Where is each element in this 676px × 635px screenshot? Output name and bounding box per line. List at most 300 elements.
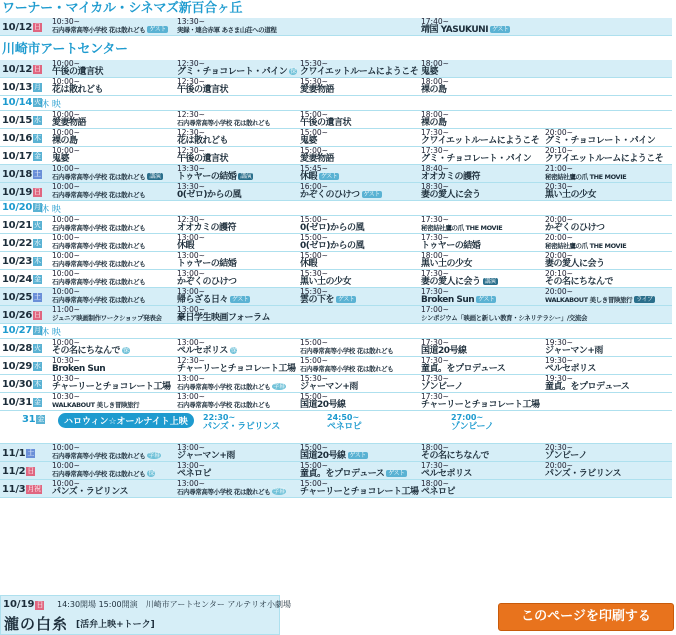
screening-title[interactable] [52,242,175,251]
screening-slot[interactable] [545,252,670,269]
screening-slot[interactable] [421,78,670,95]
screening-time: 15:00~ [300,444,328,452]
screening-slot[interactable] [177,234,298,251]
screening-title-text: かぞくのひけつ [177,277,237,287]
screening-slot[interactable] [177,480,298,497]
screening-slot[interactable] [300,165,419,182]
screening-title[interactable] [177,365,298,374]
row-dow: 月 [34,83,41,91]
screening-title[interactable] [52,137,175,146]
screening-slot[interactable] [52,462,175,479]
screening-title[interactable] [177,260,298,269]
venue-heading: ワーナー・マイカル・シネマズ新百合ヶ丘 [2,1,243,16]
screening-title[interactable] [300,278,419,287]
screening-title[interactable] [52,155,175,164]
screening-slot[interactable] [545,216,670,233]
screening-title[interactable] [300,296,419,305]
screening-time: 15:30~ [300,78,328,86]
schedule-row [0,147,672,165]
screening-slot[interactable] [52,165,175,182]
screening-slot[interactable] [421,462,543,479]
screening-slot[interactable] [300,444,419,461]
screening-title[interactable] [421,242,543,251]
screening-slot[interactable] [545,357,670,374]
screening-title[interactable] [545,296,670,305]
schedule-row [0,18,672,36]
screening-slot[interactable] [52,480,175,497]
screening-title-text: ペルセポリス [177,346,228,356]
screening-title[interactable] [421,173,543,182]
screening-title[interactable] [421,296,543,305]
screening-title[interactable] [52,224,175,233]
screening-time: 10:30~ [52,375,80,383]
screening-title[interactable] [300,383,419,392]
screening-time: 10:00~ [52,252,80,260]
screening-title[interactable] [300,260,419,269]
screening-title[interactable] [177,347,298,356]
screening-title[interactable] [52,119,175,128]
screening-title[interactable] [177,86,298,95]
screening-title[interactable] [52,68,175,77]
row-dow: 日 [27,467,35,475]
screening-slot[interactable] [300,393,419,410]
screening-title[interactable] [300,173,419,182]
row-date [2,64,42,75]
screening-title[interactable] [177,137,298,146]
screening-slot[interactable] [300,129,419,146]
screening-title[interactable] [421,68,670,77]
screening-slot[interactable] [545,183,670,200]
screening-time: 13:30~ [177,18,205,26]
screening-title[interactable] [177,278,298,287]
row-date-text: 10/19 [2,187,32,198]
screening-slot[interactable] [421,216,543,233]
screening-slot[interactable] [545,375,670,392]
screening-slot[interactable] [52,111,175,128]
screening-title-text: パンズ・ラビリンス [545,469,621,479]
screening-slot[interactable] [300,462,419,479]
screening-slot[interactable] [52,129,175,146]
screening-time: 13:00~ [177,375,205,383]
screening-title-text: WALKABOUT 美しき冒険旅行 [545,296,633,304]
screening-title[interactable] [421,452,543,461]
screening-slot[interactable] [545,234,670,251]
screening-title[interactable]: ゾンビーノ [451,422,494,432]
row-date-text: 11/3 [2,484,26,495]
screening-title-text: 鬼婆 [52,154,70,164]
screening-title-text: 愛妻物語 [52,118,87,128]
screening-title[interactable] [177,224,298,233]
screening-title[interactable] [52,488,175,497]
screening-slot[interactable] [177,129,298,146]
screening-title[interactable] [177,470,298,479]
screening-slot[interactable] [177,462,298,479]
screening-slot[interactable] [52,357,175,374]
screening-title[interactable] [52,347,175,356]
screening-time: 15:00~ [300,129,328,137]
screening-title-text: 石内尋常高等小学校 花は散れども [177,401,271,409]
screening-title[interactable] [52,86,175,95]
screening-slot[interactable] [545,288,670,305]
screening-title[interactable] [52,383,175,392]
screening-title[interactable] [421,260,543,269]
screening-time: 10:00~ [52,234,80,242]
screening-title[interactable] [177,191,298,200]
row-date [2,325,42,336]
screening-title-text: ジャーマン+雨 [177,451,235,461]
screening-slot[interactable] [52,339,175,356]
screening-slot[interactable] [52,375,175,392]
schedule-row [0,306,672,324]
screening-title-text: Broken Sun [421,295,475,305]
screening-title-text: 花は散れども [52,85,104,95]
screening-title[interactable] [421,383,543,392]
screening-title[interactable] [52,314,175,323]
screening-time: 15:00~ [300,357,328,365]
screening-title[interactable] [300,470,419,479]
screening-slot[interactable] [300,216,419,233]
screening-title[interactable] [52,278,175,287]
screening-title-text: かぞくのひけつ [545,223,605,233]
screening-title[interactable] [421,137,543,146]
screening-slot[interactable] [300,111,419,128]
screening-slot[interactable] [177,147,298,164]
screening-title[interactable] [177,173,298,182]
halloween-label: ハロウィン☆オールナイト上映 [58,413,194,428]
screening-title[interactable] [545,191,670,200]
screening-title[interactable] [52,452,175,461]
screening-time: 13:00~ [177,444,205,452]
screening-title[interactable] [177,155,298,164]
screening-title[interactable] [52,470,175,479]
screening-slot[interactable] [421,234,543,251]
row-date-text: 10/14 [2,97,32,108]
screening-title[interactable] [421,314,670,323]
screening-slot[interactable] [177,165,298,182]
screening-slot[interactable] [545,462,670,479]
print-page-button[interactable]: このページを印刷する [498,603,674,631]
screening-time: 13:00~ [177,462,205,470]
screening-time: 10:00~ [52,216,80,224]
screening-slot[interactable] [545,339,670,356]
special-event-subtitle: [活弁上映+トーク] [76,620,155,630]
screening-slot[interactable] [177,444,298,461]
screening-slot[interactable] [177,306,419,323]
screening-title[interactable] [52,260,175,269]
screening-slot[interactable] [545,165,670,182]
screening-time: 20:10~ [545,147,573,155]
screening-slot[interactable] [421,18,670,35]
screening-slot[interactable] [177,60,298,77]
screening-slot[interactable] [300,78,419,95]
halloween-row [0,411,672,444]
screening-title-text: チャーリーとチョコレート工場 [300,487,419,497]
screening-slot[interactable] [421,165,543,182]
screening-slot[interactable] [300,375,419,392]
screening-slot[interactable] [177,357,298,374]
screening-time: 12:30~ [177,129,205,137]
screening-title[interactable] [300,86,419,95]
screening-slot[interactable] [545,129,670,146]
screening-title-text: 休暇 [300,172,318,182]
screening-title[interactable] [177,119,298,128]
badge-childcare: 保 [148,470,154,477]
screening-slot[interactable] [177,78,298,95]
screening-title[interactable] [177,488,298,497]
schedule-row [0,480,672,498]
screening-slot[interactable] [300,147,419,164]
screening-slot[interactable] [300,270,419,287]
screening-title[interactable] [177,68,298,77]
screening-title-text: ペネロピ [421,487,456,497]
screening-slot[interactable] [52,183,175,200]
screening-slot[interactable] [52,147,175,164]
screening-slot[interactable] [300,234,419,251]
screening-slot[interactable] [300,357,419,374]
screening-slot[interactable] [545,147,670,164]
screening-slot[interactable] [421,147,543,164]
screening-slot[interactable] [52,78,175,95]
screening-title[interactable] [421,347,543,356]
screening-title[interactable] [545,365,670,374]
screening-title-text: パンズ・ラビリンス [52,487,128,497]
screening-time: 19:30~ [545,375,573,383]
screening-title-text: 休暇 [177,241,195,251]
screening-title[interactable] [52,401,175,410]
row-dow: 月 [34,203,41,211]
row-dow: 火 [34,221,41,229]
screening-title-text: 石内尋常高等小学校 花は散れども [177,488,271,496]
screening-slot[interactable] [300,288,419,305]
screening-slot[interactable] [52,270,175,287]
screening-title-text: クワイエットルームにようこそ [300,67,419,77]
screening-title[interactable] [421,365,543,374]
screening-title[interactable] [421,401,670,410]
screening-slot[interactable] [421,252,543,269]
row-dow: 土 [34,170,41,178]
screening-title-text: 石内尋常高等小学校 花は散れども [177,383,271,391]
row-date-text: 10/21 [2,220,32,231]
screening-title[interactable] [421,119,670,128]
screening-slot[interactable] [177,111,298,128]
row-date [2,82,42,93]
screening-slot[interactable] [177,339,298,356]
screening-title[interactable] [421,470,543,479]
screening-title[interactable] [300,452,419,461]
screening-title[interactable] [177,452,298,461]
screening-slot[interactable] [421,111,670,128]
screening-slot[interactable] [177,216,298,233]
screening-slot[interactable] [203,413,280,432]
row-date-text: 10/29 [2,361,32,372]
screening-slot[interactable] [421,393,670,410]
screening-title[interactable] [300,68,419,77]
screening-slot[interactable] [300,252,419,269]
screening-slot[interactable] [52,444,175,461]
screening-slot[interactable] [177,393,298,410]
screening-time: 12:30~ [177,357,205,365]
screening-slot[interactable] [300,60,419,77]
screening-time: 20:30~ [545,444,573,452]
row-date-text: 10/12 [2,22,32,33]
screening-slot[interactable] [421,183,543,200]
screening-title[interactable] [52,365,175,374]
screening-time: 17:30~ [421,339,449,347]
screening-title[interactable] [300,155,419,164]
screening-title-text: ジュニア映画制作ワークショップ発表会 [52,314,162,322]
screening-slot[interactable] [421,357,543,374]
screening-title[interactable] [421,224,543,233]
screening-title[interactable] [545,470,670,479]
screening-slot[interactable] [52,18,175,35]
screening-title-text: 黒い土の少女 [300,277,352,287]
screening-title-text: ペルセポリス [421,469,472,479]
screening-slot[interactable] [52,234,175,251]
screening-slot[interactable] [300,480,419,497]
screening-time: 10:00~ [52,183,80,191]
screening-title[interactable] [545,242,670,251]
row-date-text: 10/15 [2,115,32,126]
badge-lecture: 講演 [240,173,252,180]
badge-live: ライブ [636,296,653,303]
screening-title[interactable] [177,401,298,410]
row-dow: 水 [34,116,41,124]
screening-title-text: 国道20号線 [300,451,346,461]
screening-title[interactable] [545,224,670,233]
screening-title[interactable] [545,155,670,164]
screening-title[interactable] [300,191,419,200]
screening-slot[interactable] [421,60,670,77]
screening-title[interactable] [421,191,543,200]
screening-title[interactable] [300,347,419,356]
screening-title[interactable] [52,26,175,35]
screening-slot[interactable] [52,216,175,233]
row-dow: 日 [34,23,41,31]
screening-title[interactable] [545,260,670,269]
screening-title[interactable] [52,296,175,305]
screening-title-text: 石内尋常高等小学校 花は散れども [52,452,146,460]
screening-time: 17:30~ [421,216,449,224]
screening-slot[interactable] [52,252,175,269]
badge-guest: ゲスト [388,470,405,477]
screening-title[interactable] [177,383,298,392]
row-date-text: 10/16 [2,133,32,144]
screening-time: 20:00~ [545,288,573,296]
screening-title-text: 雲の下を [300,295,335,305]
screening-title-text: 実録・連合赤軍 あさま山荘への道程 [177,26,277,34]
screening-title-text: 黒い土の少女 [545,190,597,200]
schedule-row [0,111,672,129]
screening-time: 18:00~ [421,252,449,260]
screening-time: 10:00~ [52,462,80,470]
screening-time: 15:00~ [300,234,328,242]
screening-slot[interactable] [300,339,419,356]
screening-time: 18:00~ [421,111,449,119]
screening-time: 12:30~ [177,216,205,224]
screening-title-text: トゥヤーの結婚 [177,172,237,182]
row-date [2,361,42,372]
screening-title[interactable] [421,86,670,95]
screening-title[interactable] [300,137,419,146]
screening-title[interactable] [300,365,419,374]
screening-title[interactable]: ペネロピ [327,422,362,432]
screening-title[interactable] [545,347,670,356]
screening-title[interactable] [177,242,298,251]
screening-slot[interactable] [421,339,543,356]
screening-slot[interactable] [421,444,543,461]
screening-slot[interactable] [421,480,670,497]
screening-title[interactable] [421,155,543,164]
screening-slot[interactable] [327,413,361,432]
screening-slot[interactable] [177,375,298,392]
screening-time: 10:00~ [52,165,80,173]
screening-title[interactable] [300,488,419,497]
row-dow: 火 [34,98,41,106]
screening-title-text: 愛妻物語 [300,154,335,164]
screening-title[interactable] [300,224,419,233]
screening-title[interactable] [177,26,419,35]
screening-slot[interactable] [421,306,670,323]
screening-slot[interactable] [177,183,298,200]
row-dow: 日 [34,65,41,73]
screening-title-text: 石内尋常高等小学校 花は散れども [52,470,146,478]
screening-title-text: 石内尋常高等小学校 花は散れども [177,119,271,127]
screening-slot[interactable] [451,413,493,432]
screening-slot[interactable] [52,306,175,323]
screening-slot[interactable] [421,270,543,287]
screening-title[interactable] [545,278,670,287]
screening-title[interactable] [52,173,175,182]
badge-guest: ゲスト [363,191,380,198]
screening-slot[interactable] [421,375,543,392]
screening-slot[interactable] [52,288,175,305]
screening-slot[interactable] [177,270,298,287]
screening-title[interactable] [421,278,543,287]
screening-title[interactable]: パンズ・ラビリンス [203,422,280,432]
screening-slot[interactable] [545,444,670,461]
screening-title[interactable] [300,119,419,128]
screening-time: 17:30~ [421,375,449,383]
screening-slot[interactable] [177,252,298,269]
screening-title[interactable] [421,488,670,497]
screening-title[interactable] [545,173,670,182]
badge-guest: ゲスト [349,452,366,459]
row-date [2,22,42,33]
screening-title[interactable] [52,191,175,200]
screening-slot[interactable] [545,270,670,287]
row-date [2,343,42,354]
screening-title[interactable] [300,242,419,251]
screening-title-text: 童貞。をプロデュース [545,382,630,392]
screening-title[interactable] [545,452,670,461]
screening-slot[interactable] [300,183,419,200]
screening-slot[interactable] [177,288,298,305]
screening-slot[interactable] [52,60,175,77]
screening-slot[interactable] [177,18,419,35]
screening-title[interactable] [421,26,670,35]
screening-slot[interactable] [52,393,175,410]
screening-title[interactable] [300,401,419,410]
screening-time: 18:00~ [421,60,449,68]
screening-title[interactable] [545,383,670,392]
screening-title[interactable] [177,296,298,305]
schedule-row [0,339,672,357]
screening-slot[interactable] [421,129,543,146]
screening-title[interactable] [545,137,670,146]
screening-title[interactable] [177,314,419,323]
screening-slot[interactable] [421,288,543,305]
screening-time: 18:00~ [421,480,449,488]
